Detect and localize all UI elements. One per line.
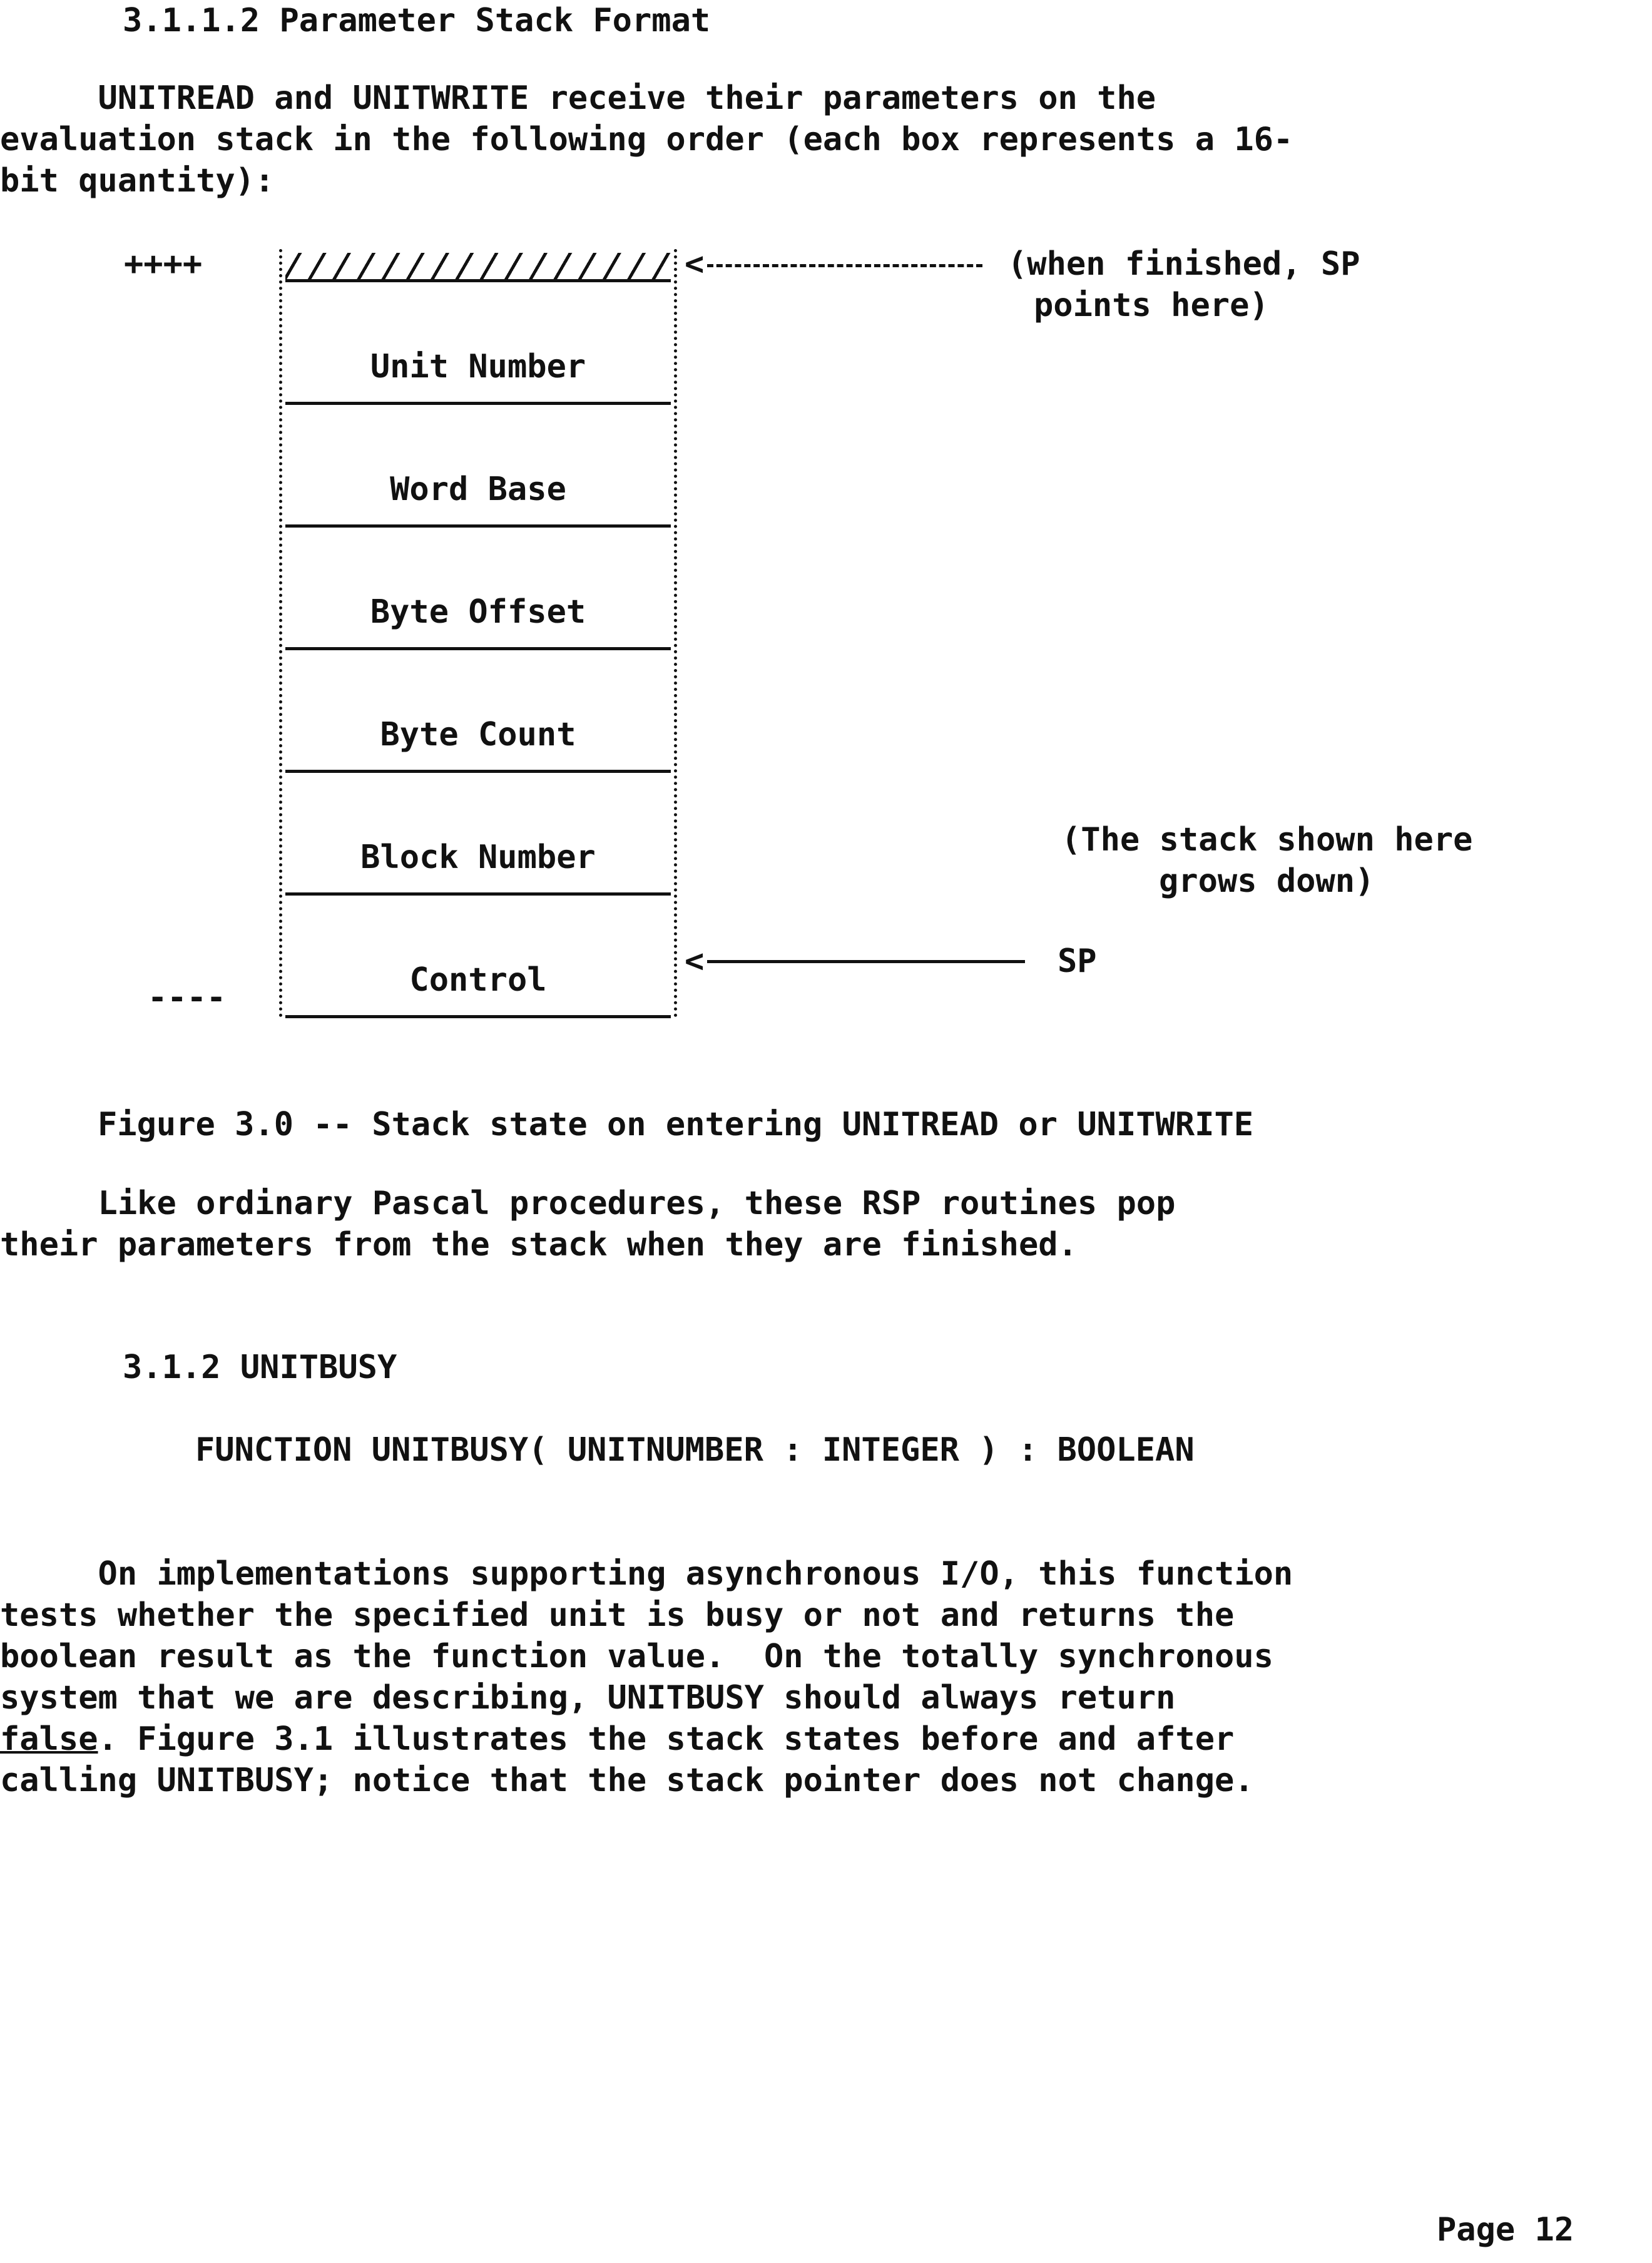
figure-caption: Figure 3.0 -- Stack state on entering UNITREAD or UNITWRITE bbox=[98, 1106, 1254, 1143]
description-line-1: On implementations supporting asynchronous I/O, this function bbox=[0, 1555, 1293, 1593]
finished-arrow-line bbox=[707, 264, 982, 270]
finished-note-line-2: points here) bbox=[1034, 287, 1269, 324]
sp-label: SP bbox=[1058, 942, 1097, 980]
stack-cell-label: Word Base bbox=[390, 471, 566, 508]
after-figure-line-2: their parameters from the stack when they are finished. bbox=[0, 1226, 1078, 1264]
stack-left-wall bbox=[279, 249, 282, 1018]
stack-cell-control bbox=[285, 892, 671, 1018]
stack-hatched-top bbox=[285, 253, 671, 282]
description-line-4: system that we are describing, UNITBUSY should always return bbox=[0, 1679, 1176, 1717]
function-signature: FUNCTION UNITBUSY( UNITNUMBER : INTEGER ) : BOOLEAN bbox=[195, 1431, 1195, 1469]
description-line-2: tests whether the specified unit is busy or not and returns the bbox=[0, 1596, 1235, 1634]
stack-cell-word-base bbox=[285, 402, 671, 528]
stack-cell-label: Block Number bbox=[360, 839, 596, 876]
intro-line-3: bit quantity): bbox=[0, 162, 275, 200]
after-figure-line-1: Like ordinary Pascal procedures, these RSP routines pop bbox=[0, 1185, 1176, 1222]
finished-arrowhead: < bbox=[685, 245, 705, 283]
subsection-heading: 3.1.2 UNITBUSY bbox=[123, 1349, 397, 1386]
stack-cell-label: Unit Number bbox=[370, 348, 586, 386]
stack-cell-label: Control bbox=[409, 961, 547, 999]
stack-cell-unit-number bbox=[285, 279, 671, 405]
page-number: Page 12 bbox=[1437, 2211, 1574, 2249]
stack-cell-byte-count bbox=[285, 647, 671, 773]
intro-line-2: evaluation stack in the following order (each box represents a 16- bbox=[0, 121, 1293, 158]
stack-cell-block-number bbox=[285, 770, 671, 896]
grows-note-line-2: grows down) bbox=[1159, 862, 1375, 900]
sp-arrow-line bbox=[707, 960, 1025, 963]
description-line-5 bbox=[0, 1719, 1234, 1760]
finished-note-line-1: (when finished, SP bbox=[1007, 245, 1360, 283]
false-emphasis: false bbox=[0, 1720, 98, 1758]
top-marker: ++++ bbox=[124, 245, 203, 283]
section-heading: 3.1.1.2 Parameter Stack Format bbox=[123, 2, 711, 39]
stack-cell-label: Byte Offset bbox=[370, 593, 586, 631]
stack-cell-label: Byte Count bbox=[380, 716, 576, 753]
bottom-marker: ---- bbox=[148, 979, 227, 1016]
description-line-6: calling UNITBUSY; notice that the stack pointer does not change. bbox=[0, 1762, 1254, 1799]
stack-right-wall bbox=[674, 249, 677, 1018]
description-line-5-rest: . Figure 3.1 illustrates the stack states before and after bbox=[98, 1720, 1235, 1758]
intro-line-1: UNITREAD and UNITWRITE receive their parameters on the bbox=[0, 79, 1156, 117]
grows-note-line-1: (The stack shown here bbox=[1061, 821, 1473, 859]
stack-cell-byte-offset bbox=[285, 524, 671, 650]
description-line-3: boolean result as the function value. On the totally synchronous bbox=[0, 1638, 1273, 1675]
sp-arrowhead: < bbox=[685, 942, 705, 980]
stack-box bbox=[279, 249, 677, 1018]
